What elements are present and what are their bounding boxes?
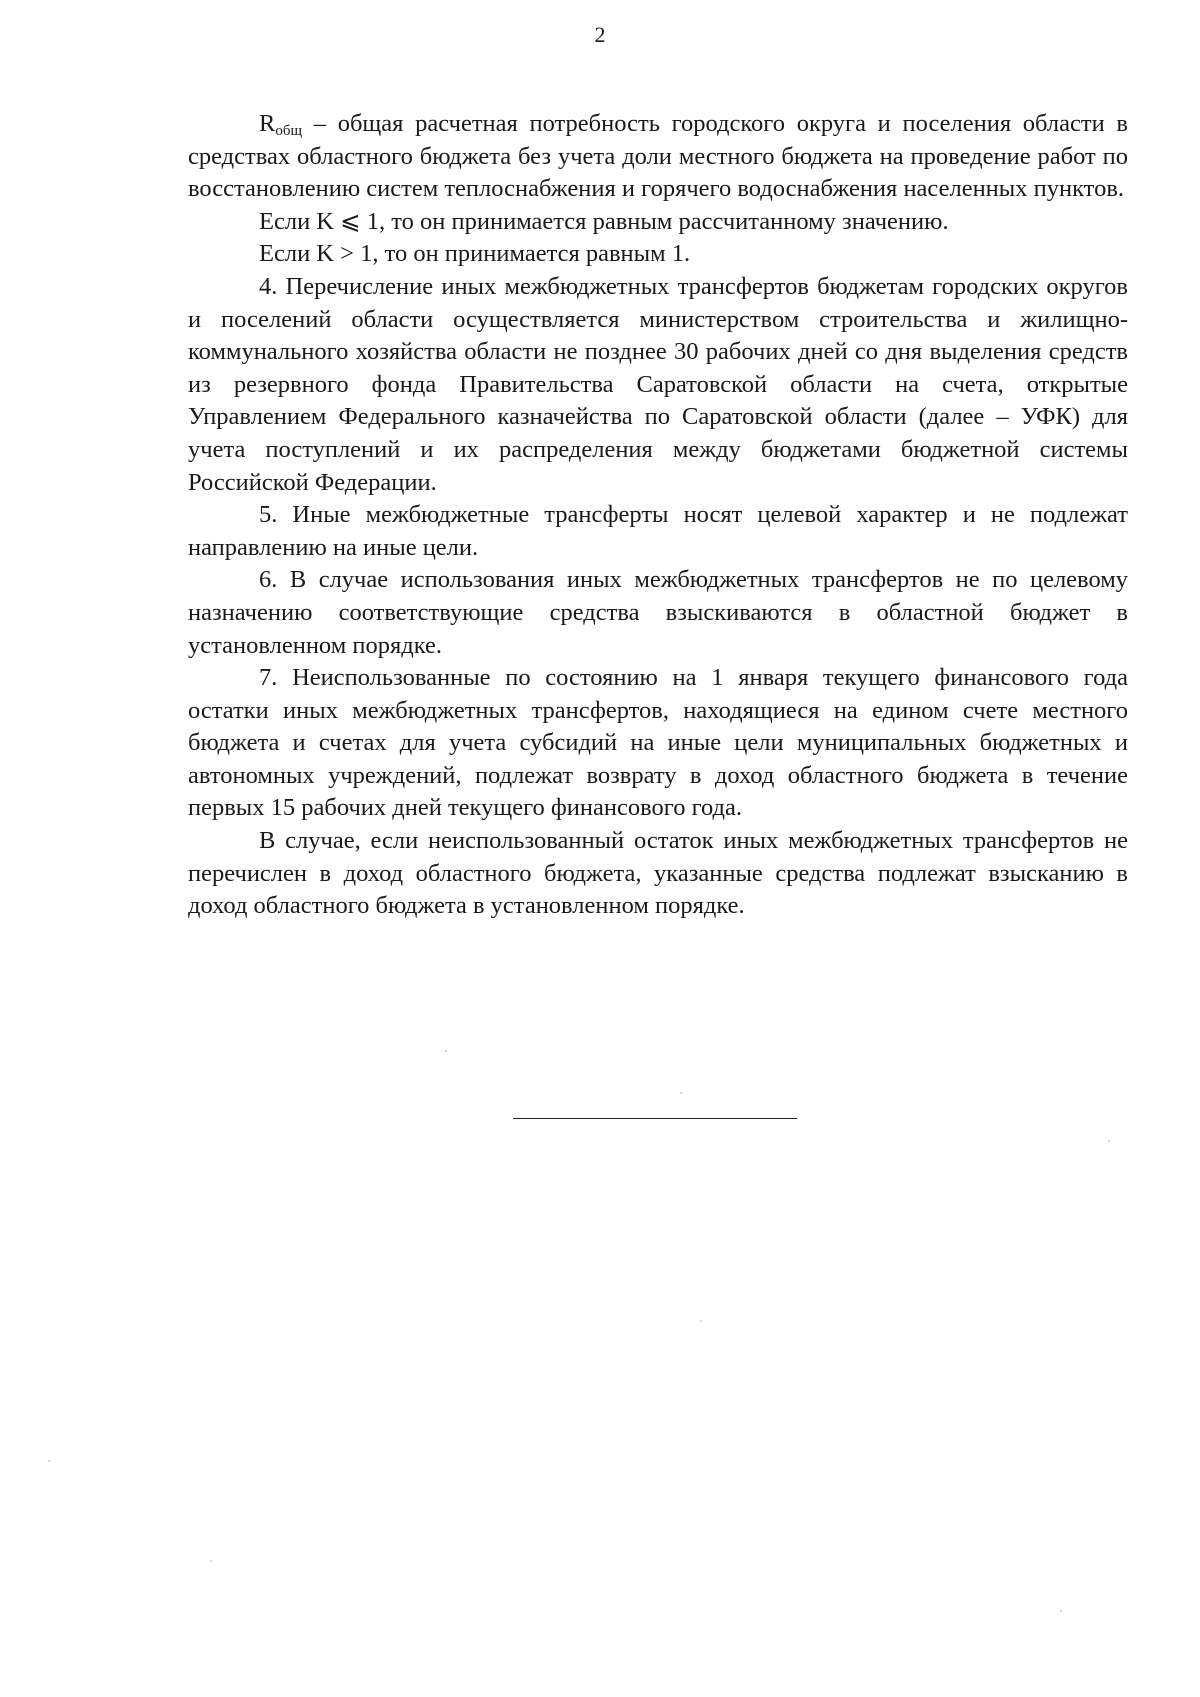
condition-k-gt-1: Если K > 1, то он принимается равным 1. [259,240,691,268]
definition-subscript: общ [275,123,303,139]
page-number: 2 [594,22,606,47]
scan-speck [445,1050,447,1052]
scan-speck [700,1320,702,1322]
definition-text: – общая расчетная потребность городского округа и поселения области в средствах областного бюджета без учета доли местного бюджета на проведение работ по восстановлению систем теплоснабжения и горячего водоснабжения населенных пунктов. [188,110,1128,203]
clause-4: 4. Перечисление иных межбюджетных трансфертов бюджетам городских округов и поселений области осуществляется министерством строительства и жилищно-коммунального хозяйства области не позднее 30 рабочих дней со дня выделения средств из резервного фонда Правительства Саратовской области на счета, открытые Управлением Федерального казначейства по Саратовской области (далее – УФК) для учета поступлений и их распределения между бюджетами бюджетной системы Российской Федерации. [188,272,1128,496]
scan-speck [48,1460,50,1462]
condition-k-le-1: Если K ⩽ 1, то он принимается равным рассчитанному значению. [259,207,949,235]
closing-rule [513,1118,797,1119]
definition-paragraph [188,108,1128,206]
document-body [188,108,1128,923]
scan-speck [1060,1610,1062,1612]
scan-speck [680,1092,682,1094]
clause-6: 6. В случае использования иных межбюджетных трансфертов не по целевому назначению соответствующие средства взыскиваются в областной бюджет в установленном порядке. [188,566,1128,659]
clause-7-continuation: В случае, если неиспользованный остаток иных межбюджетных трансфертов не перечислен в доход областного бюджета, указанные средства подлежат взысканию в доход областного бюджета в установленном порядке. [188,827,1128,920]
scan-speck [210,1560,212,1562]
clause-7: 7. Неиспользованные по состоянию на 1 января текущего финансового года остатки иных межбюджетных трансфертов, находящиеся на едином счете местного бюджета и счетах для учета субсидий на иные цели муниципальных бюджетных и автономных учреждений, подлежат возврату в доход областного бюджета в течение первых 15 рабочих дней текущего финансового года. [188,664,1128,822]
scan-speck [1108,1140,1110,1142]
definition-symbol: R [259,110,276,137]
clause-5: 5. Иные межбюджетные трансферты носят целевой характер и не подлежат направлению на иные цели. [188,501,1128,561]
